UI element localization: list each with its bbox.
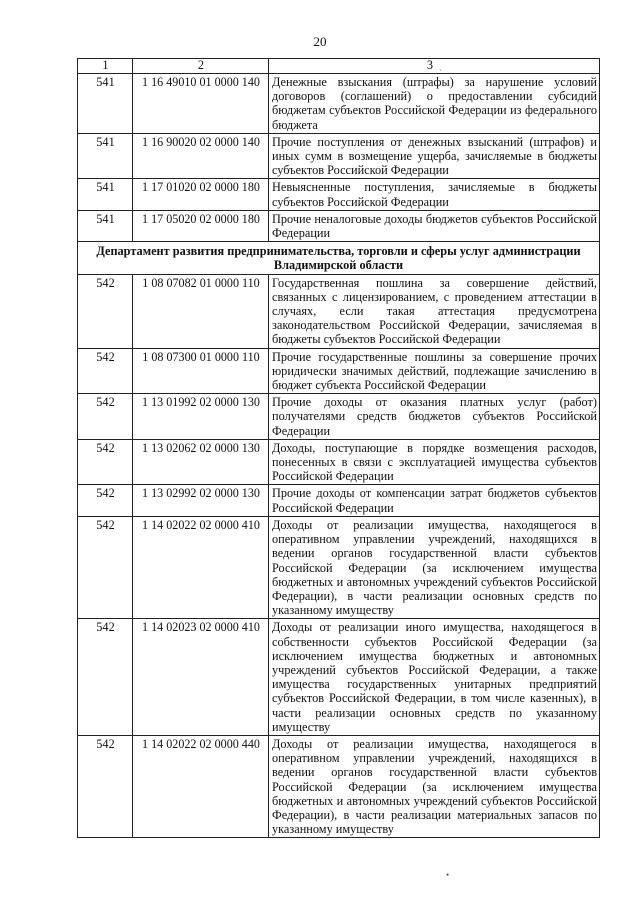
row-description: Доходы от реализации иного имущества, находящегося в собственности субъектов Российской Федерации (за исключением имущества бюджетных и автономных учреждений субъектов Российской Федерации, а также имущества государственных унитарных предприятий субъектов Российской Федерации, в том числе казенных), в части реализации основных средств по указанному имуществу (269, 619, 600, 736)
row-description: Прочие поступления от денежных взысканий (штрафов) и иных сумм в возмещение ущерба, зачисляемые в бюджеты субъектов Российской Федерации (269, 133, 600, 179)
row-budget-code: 1 14 02022 02 0000 410 (133, 516, 269, 618)
table-row (78, 485, 600, 516)
table-row (78, 133, 600, 179)
row-budget-code: 1 14 02023 02 0000 410 (133, 619, 269, 736)
row-budget-code: 1 08 07300 01 0000 110 (133, 348, 269, 394)
table-row (78, 210, 600, 241)
table-row (78, 74, 600, 134)
department-heading: Департамент развития предпринимательства, торговли и сферы услуг администрации Владимирской области (78, 242, 600, 274)
table-row (78, 394, 600, 440)
row-budget-code: 1 17 05020 02 0000 180 (133, 210, 269, 241)
table-row (78, 735, 600, 837)
row-admin-code: 542 (78, 348, 133, 394)
row-budget-code: 1 17 01020 02 0000 180 (133, 179, 269, 210)
row-admin-code: 542 (78, 735, 133, 837)
row-admin-code: 542 (78, 485, 133, 516)
row-description: Доходы, поступающие в порядке возмещения расходов, понесенных в связи с эксплуатацией имущества субъектов Российской Федерации (269, 439, 600, 485)
header-col-1: 1 (78, 59, 133, 74)
header-col-2: 2 (133, 59, 269, 74)
revenue-codes-table (77, 58, 600, 838)
row-budget-code: 1 16 49010 01 0000 140 (133, 74, 269, 134)
row-admin-code: 541 (78, 210, 133, 241)
row-description: Прочие государственные пошлины за совершение прочих юридически значимых действий, подлежащие зачислению в бюджет субъекта Российской Федерации (269, 348, 600, 394)
row-budget-code: 1 16 90020 02 0000 140 (133, 133, 269, 179)
row-admin-code: 542 (78, 516, 133, 618)
table-row (78, 439, 600, 485)
header-col-3-label: 3 (426, 58, 434, 72)
table-row (78, 619, 600, 736)
row-description: Государственная пошлина за совершение действий, связанных с лицензированием, с проведением аттестации в случаях, если такая аттестация предусмотрена законодательством Российской Федерации, зачисляемая в бюджеты субъектов Российской Федерации (269, 274, 600, 348)
table-row (78, 274, 600, 348)
header-mark: ˎ (439, 61, 443, 71)
row-budget-code: 1 13 02992 02 0000 130 (133, 485, 269, 516)
table-row (78, 179, 600, 210)
row-admin-code: 542 (78, 394, 133, 440)
header-col-3 (269, 59, 600, 74)
row-description: Прочие доходы от компенсации затрат бюджетов субъектов Российской Федерации (269, 485, 600, 516)
row-admin-code: 541 (78, 179, 133, 210)
table-header-row (78, 59, 600, 74)
row-budget-code: 1 08 07082 01 0000 110 (133, 274, 269, 348)
row-budget-code: 1 13 02062 02 0000 130 (133, 439, 269, 485)
row-admin-code: 542 (78, 274, 133, 348)
department-heading-row (78, 242, 600, 274)
row-description: Невыясненные поступления, зачисляемые в бюджеты субъектов Российской Федерации (269, 179, 600, 210)
row-description: Доходы от реализации имущества, находящегося в оперативном управлении учреждений, находящихся в ведении органов государственной власти субъектов Российской Федерации (за исключением имущества бюджетных и автономных учреждений субъектов Российской Федерации), в части реализации основных средств по указанному имуществу (269, 516, 600, 618)
row-budget-code: 1 14 02022 02 0000 440 (133, 735, 269, 837)
row-description: Доходы от реализации имущества, находящегося в оперативном управлении учреждений, находящихся в ведении органов государственной власти субъектов Российской Федерации (за исключением имущества бюджетных и автономных учреждений субъектов Российской Федерации), в части реализации материальных запасов по указанному имуществу (269, 735, 600, 837)
row-admin-code: 541 (78, 74, 133, 134)
row-admin-code: 542 (78, 439, 133, 485)
row-description: Прочие неналоговые доходы бюджетов субъектов Российской Федерации (269, 210, 600, 241)
row-description: Денежные взыскания (штрафы) за нарушение условий договоров (соглашений) о предоставлении субсидий бюджетам субъектов Российской Федерации из федерального бюджета (269, 74, 600, 134)
footer-mark: • (446, 870, 450, 880)
row-description: Прочие доходы от оказания платных услуг (работ) получателями средств бюджетов субъектов Российской Федерации (269, 394, 600, 440)
page-number: 20 (313, 34, 327, 49)
row-budget-code: 1 13 01992 02 0000 130 (133, 394, 269, 440)
table-row (78, 516, 600, 618)
table-row (78, 348, 600, 394)
row-admin-code: 541 (78, 133, 133, 179)
row-admin-code: 542 (78, 619, 133, 736)
